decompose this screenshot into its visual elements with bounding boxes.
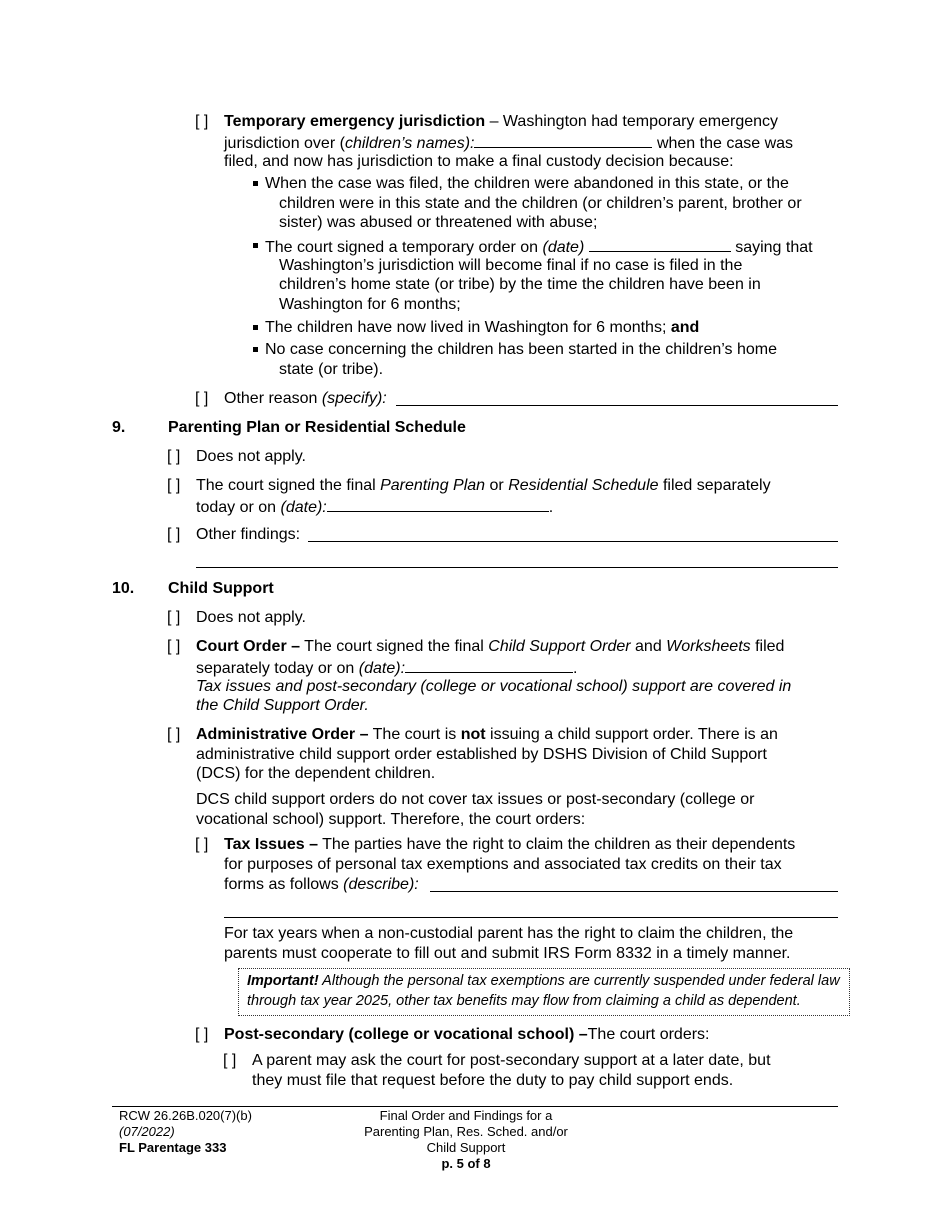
s9-t3: or (485, 477, 509, 494)
period: . (573, 660, 578, 677)
footer-title-line3: Child Support (426, 1140, 506, 1155)
temp-jurisdiction-line3: filed, and now has jurisdiction to make a final custody decision because: (224, 153, 734, 170)
tax-t1: The parties have the right to claim the children as their dependents (317, 836, 796, 853)
describe-label: (describe): (343, 876, 419, 893)
bullet-icon (253, 181, 258, 186)
bullet2-text: The court signed a temporary order on (265, 239, 543, 256)
tax-para2: parents must cooperate to fill out and submit IRS Form 8332 in a timely manner. (224, 945, 791, 962)
tax-para1: For tax years when a non-custodial parent has the right to claim the children, the (224, 925, 794, 942)
post-secondary-later-checkbox[interactable]: [ ] (223, 1052, 237, 1069)
other-reason-label (224, 389, 387, 409)
children-names-field[interactable] (474, 132, 652, 148)
tax-issues-line3 (224, 875, 419, 895)
s9-signed-line2 (196, 496, 553, 518)
s9-other-findings-label: Other findings: (196, 526, 301, 543)
temp-text2c: when the case was (656, 135, 794, 152)
child-support-order-label: Child Support Order (488, 638, 631, 655)
post-secondary-t1: The court orders: (587, 1026, 710, 1043)
s9-t6: today or on (196, 499, 281, 516)
s9-t1: The court signed the final (196, 477, 381, 494)
footer-page-number: p. 5 of 8 (441, 1156, 491, 1171)
temp-jurisdiction-checkbox[interactable]: [ ] (195, 113, 209, 130)
court-order-t6: separately today or on (196, 660, 359, 677)
tax-issues-checkbox[interactable]: [ ] (195, 836, 209, 853)
important-note-line1 (247, 971, 841, 991)
section-10-title: Child Support (168, 580, 274, 597)
other-reason-checkbox[interactable]: [ ] (195, 390, 209, 407)
admin-t1: The court is (368, 726, 461, 743)
other-reason-text: Other reason (224, 390, 322, 407)
tax-describe-field[interactable] (430, 891, 838, 892)
bullet3-line (265, 318, 699, 338)
tax-issues-title: Tax Issues – (224, 836, 318, 853)
s9-other-findings-checkbox[interactable]: [ ] (167, 526, 181, 543)
court-order-t5: filed (750, 638, 785, 655)
specify-label: (specify): (321, 390, 387, 407)
post-secondary-title: Post-secondary (college or vocational school) – (224, 1026, 588, 1043)
bullet2-line4: Washington for 6 months; (279, 296, 461, 313)
bullet1-line1: When the case was filed, the children were abandoned in this state, or the (265, 175, 789, 192)
footer-title (326, 1108, 606, 1172)
s9-does-not-apply-label: Does not apply. (196, 448, 306, 465)
date-label: (date) (542, 239, 585, 256)
children-names-label: children’s names): (344, 135, 475, 152)
s9-signed-checkbox[interactable]: [ ] (167, 477, 181, 494)
admin-order-line2: administrative child support order established by DSHS Division of Child Support (196, 746, 767, 763)
admin-order-para2: vocational school) support. Therefore, the court orders: (196, 811, 586, 828)
s9-date-field[interactable] (327, 496, 549, 512)
important-note-box (238, 968, 850, 1016)
court-order-line2 (196, 657, 577, 679)
section-9-title: Parenting Plan or Residential Schedule (168, 419, 466, 436)
tax-issues-line2: for purposes of personal tax exemptions and associated tax credits on their tax (224, 856, 782, 873)
footer-rcw: RCW 26.26B.020(7)(b) (119, 1108, 252, 1123)
bullet2-line1 (265, 236, 813, 258)
admin-order-para1: DCS child support orders do not cover tax issues or post-secondary (college or (196, 791, 755, 808)
admin-order-line1 (196, 725, 778, 745)
important-text1: Although the personal tax exemptions are currently suspended under federal law (318, 973, 840, 989)
bullet-icon (253, 243, 258, 248)
s9-signed-line1 (196, 476, 771, 496)
period: . (548, 499, 554, 516)
post-secondary-later-line2: they must file that request before the duty to pay child support ends. (252, 1072, 734, 1089)
bullet1-line3: sister) was abused or threatened with abuse; (279, 214, 598, 231)
temp-text2a: jurisdiction over ( (224, 135, 345, 152)
temp-jurisdiction-line2 (224, 132, 793, 154)
temp-jurisdiction-line1 (224, 112, 778, 132)
section-9-number: 9. (112, 419, 126, 436)
tax-issues-line1 (224, 835, 795, 855)
bullet2-text-end: saying that (735, 239, 813, 256)
post-secondary-later-line1: A parent may ask the court for post-secondary support at a later date, but (252, 1052, 771, 1069)
admin-order-checkbox[interactable]: [ ] (167, 726, 181, 743)
court-order-line1 (196, 637, 784, 657)
bullet-icon (253, 325, 258, 330)
footer-date: (07/2022) (119, 1124, 175, 1139)
admin-order-title: Administrative Order – (196, 726, 369, 743)
admin-not: not (460, 726, 486, 743)
footer-divider (112, 1106, 838, 1107)
bullet3-text: The children have now lived in Washington for 6 months; (265, 319, 671, 336)
footer-title-line2: Parenting Plan, Res. Sched. and/or (364, 1124, 568, 1139)
temp-jurisdiction-text1: – Washington had temporary emergency (485, 113, 779, 130)
temp-jurisdiction-title: Temporary emergency jurisdiction (224, 113, 486, 130)
section-10-number: 10. (112, 580, 135, 597)
s9-does-not-apply-checkbox[interactable]: [ ] (167, 448, 181, 465)
bullet2-line2: Washington’s jurisdiction will become final if no case is filed in the (279, 257, 743, 274)
court-order-checkbox[interactable]: [ ] (167, 638, 181, 655)
tax-describe-field-line2[interactable] (224, 917, 838, 918)
date-label: (date): (358, 660, 406, 677)
parenting-plan-label: Parenting Plan (380, 477, 486, 494)
s9-other-findings-field-line2[interactable] (196, 567, 838, 568)
footer-title-line1: Final Order and Findings for a (379, 1108, 553, 1123)
tax-l3a: forms as follows (224, 876, 344, 893)
post-secondary-line (224, 1025, 709, 1045)
bullet2-line3: children’s home state (or tribe) by the time the children have been in (279, 276, 761, 293)
important-note-line2: through tax year 2025, other tax benefits may flow from claiming a child as dependent. (247, 993, 801, 1009)
bullet4-line1: No case concerning the children has been started in the children’s home (265, 341, 778, 358)
bullet-icon (253, 347, 258, 352)
important-label: Important! (247, 973, 319, 989)
footer-form-id: FL Parentage 333 (119, 1140, 227, 1155)
court-order-note2: the Child Support Order. (196, 697, 369, 714)
s9-t5: filed separately (658, 477, 771, 494)
post-secondary-checkbox[interactable]: [ ] (195, 1026, 209, 1043)
court-order-t3: and (630, 638, 667, 655)
worksheets-label: Worksheets (666, 638, 751, 655)
date-label: (date): (280, 499, 327, 516)
bullet3-and: and (670, 319, 700, 336)
court-order-date-field[interactable] (405, 657, 573, 673)
admin-t3: issuing a child support order. There is an (485, 726, 778, 743)
court-order-t1: The court signed the final (300, 638, 489, 655)
bullet4-line2: state (or tribe). (279, 361, 384, 378)
s10-does-not-apply-label: Does not apply. (196, 609, 306, 626)
temp-order-date-field[interactable] (589, 236, 731, 252)
other-reason-field[interactable] (396, 405, 838, 406)
admin-order-line3: (DCS) for the dependent children. (196, 765, 436, 782)
s9-other-findings-field[interactable] (308, 541, 838, 542)
s10-does-not-apply-checkbox[interactable]: [ ] (167, 609, 181, 626)
residential-schedule-label: Residential Schedule (508, 477, 659, 494)
bullet1-line2: children were in this state and the children (or children’s parent, brother or (279, 195, 802, 212)
court-order-title: Court Order – (196, 638, 301, 655)
court-order-note1: Tax issues and post-secondary (college or vocational school) support are covered in (196, 678, 792, 695)
